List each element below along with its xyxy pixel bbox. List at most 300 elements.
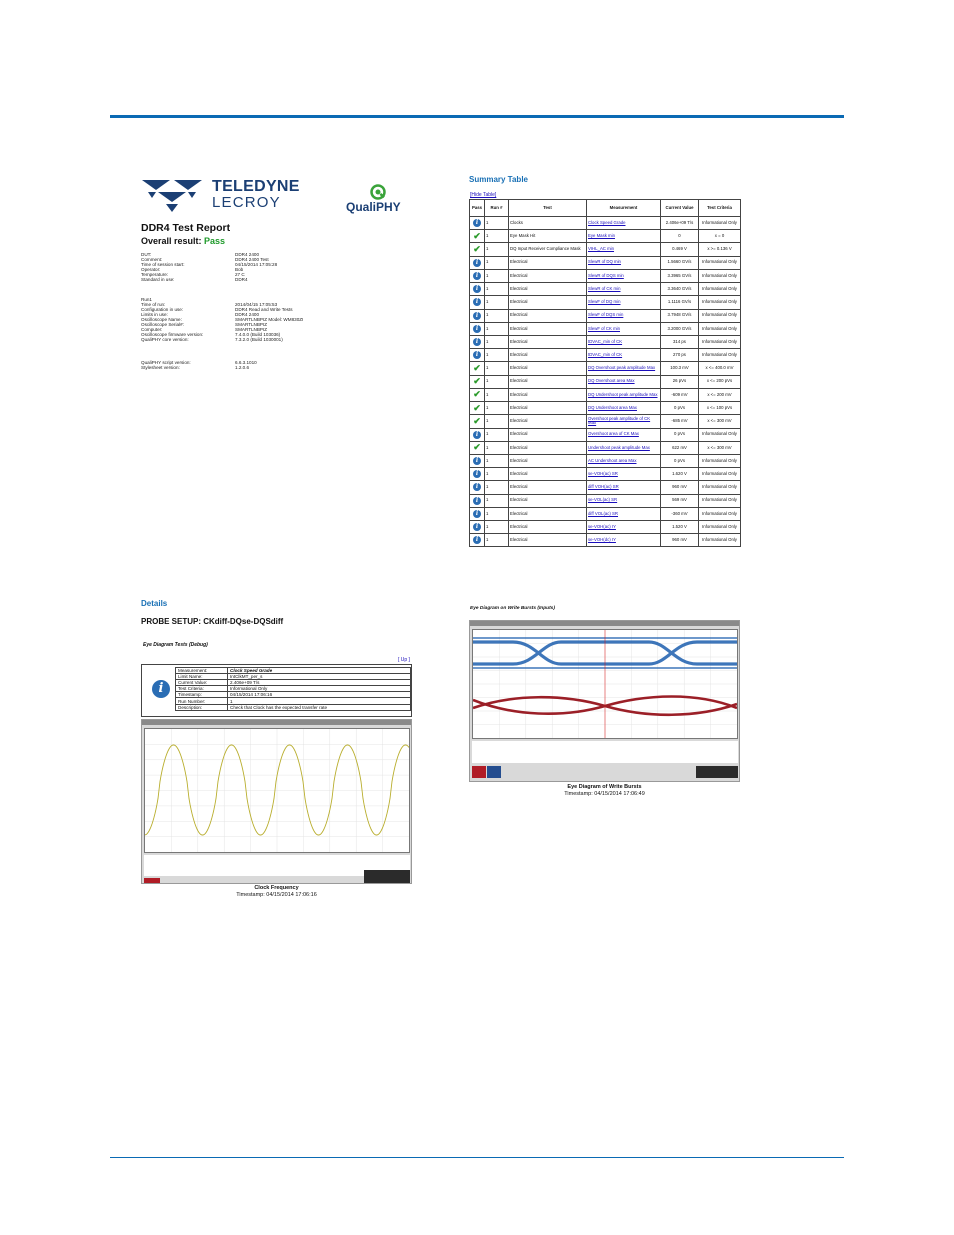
details-title: Details <box>141 599 168 608</box>
measurement-link[interactable]: tDVAC_min of CK <box>587 335 661 348</box>
test-cell: Electrical <box>509 494 587 507</box>
check-icon: ✔ <box>473 415 481 426</box>
run-cell: 1 <box>485 335 509 348</box>
run-cell: 1 <box>485 349 509 362</box>
table-row <box>470 494 741 507</box>
measurement-link[interactable]: SlewR of DQS min <box>587 269 661 282</box>
meas-key: Timestamp: <box>176 692 228 698</box>
run-cell: 1 <box>485 428 509 441</box>
info-icon: i <box>473 219 481 227</box>
criteria-cell: Informational Only <box>699 296 741 309</box>
pass-cell <box>470 243 485 256</box>
info-icon: i <box>473 536 481 544</box>
criteria-cell: Informational Only <box>699 507 741 520</box>
col-header: Current Value <box>661 200 699 217</box>
criteria-cell: Informational Only <box>699 494 741 507</box>
pass-cell <box>470 322 485 335</box>
scope-grid <box>144 728 410 853</box>
col-header: Test Criteria <box>699 200 741 217</box>
info-key: Standard in use: <box>141 277 175 283</box>
criteria-cell: Informational Only <box>699 349 741 362</box>
measurement-link[interactable]: Eye Mask min <box>587 230 661 243</box>
criteria-cell: x <= 200 pVs <box>699 375 741 388</box>
table-row <box>470 388 741 401</box>
clock-scope-screenshot <box>141 719 412 884</box>
summary-body <box>470 217 741 547</box>
meas-value: Informational Only <box>228 686 411 692</box>
pass-cell <box>470 454 485 467</box>
table-row <box>470 217 741 230</box>
summary-table <box>469 199 741 547</box>
info-key: QualiPHY script version: <box>141 360 191 365</box>
table-row <box>470 243 741 256</box>
scope-channel-box <box>144 878 160 884</box>
measurement-link[interactable]: se-VOH(ac) SR <box>587 468 661 481</box>
info-key: Operator: <box>141 267 161 273</box>
table-row <box>470 481 741 494</box>
clock-waveform <box>145 729 409 852</box>
scope-channel-box <box>487 766 501 778</box>
value-cell: 1.5660 GV/s <box>661 256 699 269</box>
scope-timebase-box <box>364 870 410 883</box>
measurement-link[interactable]: Overshoot peak amplitude of CK Max <box>587 415 661 428</box>
value-cell: 0 pVs <box>661 454 699 467</box>
measurement-link[interactable]: DQ Overshoot peak amplitude Max <box>587 362 661 375</box>
check-icon: ✔ <box>473 230 481 241</box>
measurement-link[interactable]: DQ Undershoot area Max <box>587 402 661 415</box>
table-row <box>470 256 741 269</box>
info-key: Configuration in use: <box>141 307 184 313</box>
table-row <box>470 441 741 454</box>
hide-table-link[interactable]: [Hide Table] <box>470 192 497 198</box>
meas-key: Description: <box>176 704 228 710</box>
test-cell: Electrical <box>509 375 587 388</box>
version-info <box>141 360 355 370</box>
check-icon: ✔ <box>473 376 481 387</box>
info-value: SMARTLNBPIZ Model: WM830ZI <box>235 317 304 323</box>
meas-key: Current Value: <box>176 680 228 686</box>
value-cell: 960 mV <box>661 481 699 494</box>
measurement-link[interactable]: Undershoot peak amplitude Max <box>587 441 661 454</box>
run-cell: 1 <box>485 309 509 322</box>
meas-key: Run Number: <box>176 698 228 704</box>
measurement-link[interactable]: DQ Undershoot peak amplitude Max <box>587 388 661 401</box>
info-value: 27 C <box>235 272 245 278</box>
table-row <box>470 428 741 441</box>
info-key: Oscilloscope Name: <box>141 317 182 323</box>
pass-cell <box>470 521 485 534</box>
value-cell: -685 mV <box>661 415 699 428</box>
pass-cell <box>470 375 485 388</box>
run-cell: 1 <box>485 230 509 243</box>
info-value: Bob <box>235 267 244 273</box>
info-key: Stylesheet version: <box>141 365 180 371</box>
measurement-table <box>175 667 411 711</box>
eye-grid <box>472 629 738 739</box>
table-row <box>470 296 741 309</box>
check-icon: ✔ <box>473 389 481 400</box>
pass-cell <box>470 415 485 428</box>
measurement-link[interactable]: AC Undershoot area Max <box>587 454 661 467</box>
table-row <box>470 349 741 362</box>
table-row <box>470 309 741 322</box>
teledyne-logo-icon <box>140 178 204 212</box>
info-icon: i <box>473 431 481 439</box>
scope-channel-box <box>472 766 486 778</box>
run-cell: 1 <box>485 481 509 494</box>
criteria-cell: Informational Only <box>699 468 741 481</box>
info-value: 7.4.0.0 (Build 103036) <box>235 332 281 338</box>
info-icon: i <box>473 483 481 491</box>
session-info <box>141 252 355 282</box>
pass-cell <box>470 296 485 309</box>
meas-key: Test Criteria: <box>176 686 228 692</box>
info-key: Time of run: <box>141 302 166 308</box>
test-cell: Electrical <box>509 309 587 322</box>
eye-diagram-title: Eye Diagram on Write Bursts (Inputs) <box>470 606 555 611</box>
overall-result <box>141 236 225 246</box>
run-cell: 1 <box>485 362 509 375</box>
pass-cell <box>470 349 485 362</box>
table-row <box>470 454 741 467</box>
value-cell: 0.469 V <box>661 243 699 256</box>
value-cell: 960 mV <box>661 534 699 547</box>
value-cell: 26 pVs <box>661 375 699 388</box>
overall-result-value: Pass <box>204 236 226 246</box>
criteria-cell: Informational Only <box>699 428 741 441</box>
test-cell: Electrical <box>509 454 587 467</box>
test-cell: DQ Input Receiver Compliance Mask <box>509 243 587 256</box>
run-cell: 1 <box>485 375 509 388</box>
value-cell: 1.520 V <box>661 521 699 534</box>
run-cell: 1 <box>485 283 509 296</box>
eye-timestamp: Timestamp: 04/15/2014 17:06:49 <box>564 791 645 797</box>
info-value: 2014/04/15 17:05:53 <box>235 302 278 308</box>
info-icon: i <box>473 259 481 267</box>
value-cell: 3.3965 GV/s <box>661 269 699 282</box>
table-row <box>470 402 741 415</box>
check-icon: ✔ <box>473 244 481 255</box>
run-cell: 1 <box>485 415 509 428</box>
clock-timestamp: Timestamp: 04/15/2014 17:06:16 <box>236 892 317 898</box>
test-cell: Electrical <box>509 269 587 282</box>
test-cell: Electrical <box>509 362 587 375</box>
pass-cell <box>470 256 485 269</box>
run-cell: 1 <box>485 217 509 230</box>
probe-setup: PROBE SETUP: CKdiff-DQse-DQSdiff <box>141 617 284 626</box>
criteria-cell: x <= 300 mV <box>699 415 741 428</box>
run-cell: 1 <box>485 322 509 335</box>
criteria-cell: Informational Only <box>699 322 741 335</box>
info-icon: i <box>473 470 481 478</box>
info-icon: i <box>473 510 481 518</box>
summary-title: Summary Table <box>469 175 528 184</box>
test-cell: Electrical <box>509 388 587 401</box>
measurement-link[interactable]: tDVAC_min of CK <box>587 349 661 362</box>
header-rule <box>110 115 844 118</box>
eye-scope-screenshot <box>469 620 740 782</box>
report-title: DDR4 Test Report <box>141 222 231 234</box>
criteria-cell: x >= 0.136 V <box>699 243 741 256</box>
col-header: Test <box>509 200 587 217</box>
table-row <box>470 415 741 428</box>
measurement-link[interactable]: SlewF of DQ min <box>587 296 661 309</box>
scope-stat-panel <box>472 741 738 763</box>
info-icon: i <box>152 680 170 698</box>
value-cell: 100.3 mV <box>661 362 699 375</box>
table-row <box>470 322 741 335</box>
measurement-link[interactable]: diff VOL(ac) SR <box>587 507 661 520</box>
test-cell: Electrical <box>509 256 587 269</box>
run-info <box>141 297 355 342</box>
pass-cell <box>470 534 485 547</box>
meas-value: IntClkMT_per_s <box>228 674 411 680</box>
info-key: QualiPHY core version: <box>141 337 189 343</box>
pass-cell <box>470 402 485 415</box>
value-cell: -609 mV <box>661 388 699 401</box>
qualiphy-logo <box>346 184 416 218</box>
measurement-link[interactable]: SlewR of DQ min <box>587 256 661 269</box>
run-cell: 1 <box>485 441 509 454</box>
table-row <box>470 335 741 348</box>
info-icon: i <box>473 523 481 531</box>
pass-cell <box>470 428 485 441</box>
criteria-cell: Informational Only <box>699 454 741 467</box>
info-icon: i <box>473 272 481 280</box>
criteria-cell: Informational Only <box>699 217 741 230</box>
meas-value: Clock Speed Grade <box>228 668 411 674</box>
test-cell: Electrical <box>509 335 587 348</box>
value-cell: 569 mV <box>661 494 699 507</box>
pass-cell <box>470 230 485 243</box>
test-cell: Electrical <box>509 481 587 494</box>
criteria-cell: Informational Only <box>699 309 741 322</box>
info-icon: i <box>473 325 481 333</box>
info-key: Time of session start: <box>141 262 185 268</box>
info-key: Temperature: <box>141 272 169 278</box>
measurement-box <box>141 664 412 717</box>
info-key: Oscilloscope firmware version: <box>141 332 204 338</box>
test-cell: Electrical <box>509 296 587 309</box>
test-cell: Electrical <box>509 534 587 547</box>
table-row <box>470 507 741 520</box>
value-cell: 2.406e+09 T/s <box>661 217 699 230</box>
pass-cell <box>470 283 485 296</box>
col-header: Measurement <box>587 200 661 217</box>
test-cell: Electrical <box>509 283 587 296</box>
run-cell: 1 <box>485 468 509 481</box>
criteria-cell: Informational Only <box>699 481 741 494</box>
pass-cell <box>470 388 485 401</box>
value-cell: 0 pVs <box>661 428 699 441</box>
info-value: DDR4 2400 Test <box>235 257 269 263</box>
meas-key: Limit Name: <box>176 674 228 680</box>
info-key: Limits in use: <box>141 312 168 318</box>
measurement-link[interactable]: diff VOH(ac) SR <box>587 481 661 494</box>
run-cell: 1 <box>485 534 509 547</box>
info-value: SMARTLNBPIZ <box>235 322 268 328</box>
eye-tests-label: Eye Diagram Tests (Debug) <box>143 642 208 648</box>
measurement-link[interactable]: SlewR of CK min <box>587 283 661 296</box>
test-cell: Electrical <box>509 402 587 415</box>
pass-cell <box>470 468 485 481</box>
criteria-cell: x <= 300 mV <box>699 441 741 454</box>
col-header: Run # <box>485 200 509 217</box>
info-key: Oscilloscope Serial#: <box>141 322 184 328</box>
run-cell: 1 <box>485 269 509 282</box>
criteria-cell: x <= 400.0 mV <box>699 362 741 375</box>
pass-cell <box>470 494 485 507</box>
info-value: 6.6.3.1010 <box>235 360 257 365</box>
measurement-link[interactable]: VIHL_AC min <box>587 243 661 256</box>
measurement-link[interactable]: SlewF of DQS min <box>587 309 661 322</box>
pass-cell <box>470 362 485 375</box>
value-cell: 1.1116 GV/s <box>661 296 699 309</box>
measurement-link[interactable]: Overshoot area of CK Max <box>587 428 661 441</box>
test-cell: Electrical <box>509 468 587 481</box>
info-icon: i <box>473 298 481 306</box>
table-row <box>470 375 741 388</box>
scope-menu-bar <box>142 720 411 725</box>
measurement-link[interactable]: se-VOL(ac) SR <box>587 494 661 507</box>
run-cell: 1 <box>485 243 509 256</box>
col-header: Pass <box>470 200 485 217</box>
info-icon: i <box>473 285 481 293</box>
test-cell: Electrical <box>509 428 587 441</box>
test-cell: Electrical <box>509 415 587 428</box>
up-link[interactable]: [ Up ] <box>398 657 410 663</box>
check-icon: ✔ <box>473 442 481 453</box>
table-row <box>470 521 741 534</box>
eye-caption: Eye Diagram of Write Bursts <box>567 784 642 790</box>
teledyne-lecroy-logo <box>140 176 300 212</box>
table-row <box>470 283 741 296</box>
scope-menu-bar <box>470 621 739 626</box>
measurement-link[interactable]: se-VOH(dc) IY <box>587 534 661 547</box>
table-row <box>470 468 741 481</box>
clock-caption: Clock Frequency <box>254 885 299 891</box>
pass-cell <box>470 481 485 494</box>
test-cell: Electrical <box>509 441 587 454</box>
value-cell: 0 <box>661 230 699 243</box>
meas-value: 2.406e+09 T/s <box>228 680 411 686</box>
info-value: SMARTLNBPIZ <box>235 327 268 333</box>
table-row <box>470 534 741 547</box>
meas-value: 04/15/2014 17:06:16 <box>228 692 411 698</box>
criteria-cell: Informational Only <box>699 335 741 348</box>
value-cell: 622 mV <box>661 441 699 454</box>
test-cell: Eye Mask Hit <box>509 230 587 243</box>
info-value: DDR4 Read and Write Tests <box>235 307 293 313</box>
value-cell: 3.2000 GV/s <box>661 322 699 335</box>
meas-value: 1 <box>228 698 411 704</box>
qualiphy-logo-text: QualiPHY <box>346 200 401 214</box>
criteria-cell: Informational Only <box>699 283 741 296</box>
qualiphy-logo-icon <box>370 184 386 200</box>
info-icon: i <box>473 338 481 346</box>
run-cell: 1 <box>485 494 509 507</box>
overall-result-label: Overall result: <box>141 236 202 246</box>
check-icon: ✔ <box>473 363 481 374</box>
measurement-link[interactable]: DQ Overshoot area Max <box>587 375 661 388</box>
info-value: DDR4 <box>235 277 248 283</box>
criteria-cell: Informational Only <box>699 534 741 547</box>
info-value: 04/15/2014 17:05:28 <box>235 262 278 268</box>
info-key: Computer: <box>141 327 163 333</box>
test-cell: Electrical <box>509 507 587 520</box>
value-cell: 1.620 V <box>661 468 699 481</box>
logo-line-1: TELEDYNE <box>212 178 300 195</box>
table-row <box>176 704 411 710</box>
run-cell: 1 <box>485 454 509 467</box>
value-cell: 3.7948 GV/s <box>661 309 699 322</box>
info-icon: i <box>473 457 481 465</box>
eye-waveforms <box>473 630 737 738</box>
criteria-cell: Informational Only <box>699 521 741 534</box>
pass-cell <box>470 441 485 454</box>
measurement-link[interactable]: se-VOH(ac) IY <box>587 521 661 534</box>
info-icon: i <box>473 497 481 505</box>
info-value: DDR4 2400 <box>235 252 260 257</box>
test-cell: Electrical <box>509 521 587 534</box>
table-row <box>470 269 741 282</box>
table-row <box>470 230 741 243</box>
criteria-cell: Informational Only <box>699 269 741 282</box>
value-cell: 314 ps <box>661 335 699 348</box>
info-value: 7.3.2.0 (Build 1030001) <box>235 337 283 343</box>
measurement-link[interactable]: SlewF of CK min <box>587 322 661 335</box>
test-cell: Electrical <box>509 349 587 362</box>
run-cell: 1 <box>485 388 509 401</box>
pass-cell <box>470 335 485 348</box>
run-cell: 1 <box>485 296 509 309</box>
scope-timebase-box <box>696 766 738 778</box>
value-cell: 270 ps <box>661 349 699 362</box>
info-value: DDR4 2400 <box>235 312 260 318</box>
value-cell: 0 pVs <box>661 402 699 415</box>
meas-key: Measurement: <box>176 668 228 674</box>
test-cell: Clocks <box>509 217 587 230</box>
info-icon: i <box>473 351 481 359</box>
value-cell: 3.3640 GV/s <box>661 283 699 296</box>
run-cell: 1 <box>485 256 509 269</box>
test-cell: Electrical <box>509 322 587 335</box>
info-key: Run1 <box>141 297 152 302</box>
summary-header-row <box>470 200 741 217</box>
pass-cell <box>470 507 485 520</box>
criteria-cell: x <= 100 pVs <box>699 402 741 415</box>
measurement-link[interactable]: Clock Speed Grade <box>587 217 661 230</box>
info-key: DUT: <box>141 252 152 257</box>
pass-cell <box>470 217 485 230</box>
logo-line-2: LECROY <box>212 194 281 211</box>
value-cell: -360 mV <box>661 507 699 520</box>
info-icon: i <box>473 312 481 320</box>
pass-cell <box>470 309 485 322</box>
run-cell: 1 <box>485 402 509 415</box>
table-row <box>470 362 741 375</box>
info-key: Comment: <box>141 257 163 263</box>
criteria-cell: x <= 200 mV <box>699 388 741 401</box>
run-cell: 1 <box>485 507 509 520</box>
run-cell: 1 <box>485 521 509 534</box>
footer-rule <box>110 1157 844 1158</box>
criteria-cell: Informational Only <box>699 256 741 269</box>
check-icon: ✔ <box>473 402 481 413</box>
criteria-cell: x = 0 <box>699 230 741 243</box>
info-value: 1.2.0.6 <box>235 365 250 371</box>
meas-value: Check that Clock has the expected transfer rate <box>228 704 411 710</box>
